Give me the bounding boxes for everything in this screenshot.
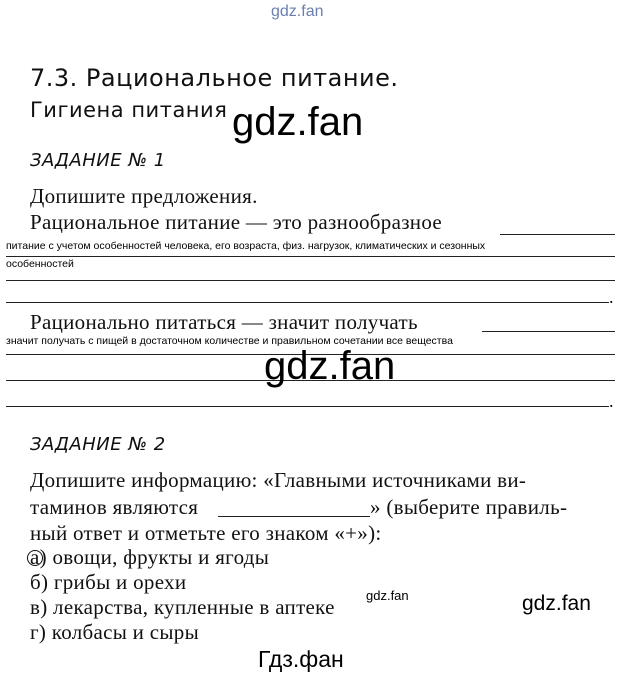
answer1-handwritten-line1: питание с учетом особенностей человека, его возраста, физ. нагрузок, климатических и сезонных: [6, 240, 486, 252]
task2-heading: ЗАДАНИЕ № 2: [30, 434, 166, 455]
option-b: б) грибы и орехи: [30, 570, 187, 594]
answer-line: [6, 256, 615, 257]
option-c: в) лекарства, купленные в аптеке: [30, 595, 335, 619]
task1-instruction: Допишите предложения.: [30, 184, 258, 208]
watermark-bottom-right: gdz.fan: [522, 592, 591, 615]
period: .: [609, 287, 614, 307]
answer1-handwritten-line2: особенностей: [6, 258, 74, 270]
section-title-line2: Гигиена питания: [30, 98, 228, 122]
answer-line: [500, 234, 615, 235]
answer-line: [6, 406, 609, 407]
task2-text-line2-a: таминов являются: [30, 495, 199, 519]
watermark-middle: gdz.fan: [264, 344, 396, 388]
section-title-line1: 7.3. Рациональное питание.: [30, 64, 399, 92]
task2-text-line3: ный ответ и отметьте его знаком «+»):: [30, 521, 382, 545]
watermark-header: gdz.fan: [232, 100, 364, 144]
answer-line: [482, 331, 615, 332]
answer2-handwritten: значит получать с пищей в достаточном количестве и правильном сочетании все вещества: [6, 335, 453, 347]
watermark-footer: Гдз.фан: [258, 646, 344, 672]
answer-line: [6, 280, 615, 281]
task2-text-line2-b: » (выберите правиль-: [370, 495, 568, 519]
option-d: г) колбасы и сыры: [30, 620, 200, 644]
selected-mark-circle: [27, 550, 43, 566]
watermark-small-bottom: gdz.fan: [366, 588, 409, 603]
task1-sentence1: Рациональное питание — это разнообразное: [30, 210, 443, 234]
task2-text-line1: Допишите информацию: «Главными источниками ви-: [30, 468, 527, 492]
answer-line: [6, 302, 609, 303]
watermark-top: gdz.fan: [271, 3, 324, 20]
answer-line: [218, 516, 370, 517]
task1-heading: ЗАДАНИЕ № 1: [30, 150, 166, 171]
task1-sentence2: Рационально питаться — значит получать: [30, 310, 418, 334]
option-a: а) овощи, фрукты и ягоды: [30, 545, 270, 569]
period: .: [609, 391, 614, 411]
